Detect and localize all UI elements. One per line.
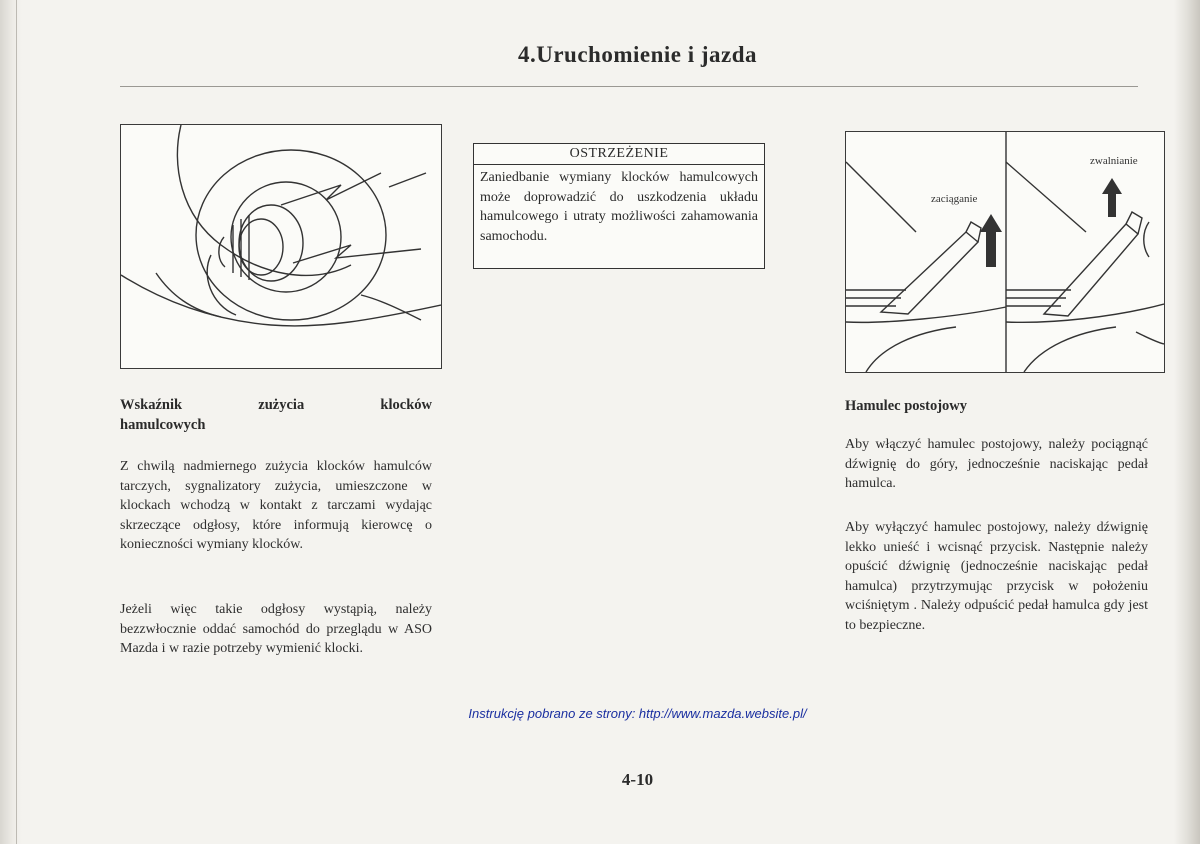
right-paragraph-2: Aby wyłączyć hamulec postojowy, należy dźwignię lekko unieść i wcisnąć przycisk. Następnie należy opuścić dźwignię (jednocześnie naciskając pedał hamulca) przytrzymując przycisk w położeniu wciśniętym . Należy odpuścić pedał hamulca gdy jest to bezpieczne. [845, 520, 1148, 633]
brake-wear-figure [120, 124, 442, 369]
left-paragraph-1: Z chwilą nadmiernego zużycia klocków hamulców tarczych, sygnalizatory zużycia, umieszczone w klockach wchodzą w kontakt z tarczami wydając skrzeczące odgłosy, które informują kierowcę o konieczności wymiany klocków. [120, 459, 432, 553]
page-title: 4.Uruchomienie i jazda [517, 42, 758, 67]
page-number: 4-10 [621, 770, 654, 789]
title-divider [120, 86, 1138, 87]
source-link[interactable]: Instrukcję pobrano ze strony: http://www.mazda.website.pl/ [468, 706, 807, 721]
right-caption: Hamulec postojowy [845, 398, 968, 414]
brake-disc-illustration [121, 125, 441, 368]
label-release: zwalnianie [1090, 155, 1138, 167]
warning-heading: OSTRZEŻENIE [474, 144, 764, 165]
left-caption-line1: Wskaźnik zużycia klocków [120, 397, 432, 413]
parking-brake-figure [845, 131, 1165, 373]
warning-text: Zaniedbanie wymiany klocków hamulcowych może doprowadzić do uszkodzenia układu hamulcowego i utraty możliwości zahamowania samochodu. [480, 170, 758, 244]
left-caption [120, 395, 432, 435]
parking-brake-illustration [846, 132, 1164, 372]
left-caption-line2: hamulcowych [120, 417, 206, 433]
left-paragraph-2: Jeżeli więc takie odgłosy wystąpią, należy bezzwłocznie oddać samochód do przeglądu w ASO Mazda i w razie potrzeby wymienić klocki. [120, 602, 432, 657]
label-engage: zaciąganie [931, 193, 978, 205]
warning-box [473, 143, 765, 269]
right-paragraph-1: Aby włączyć hamulec postojowy, należy pociągnąć dźwignię do góry, jednocześnie naciskając pedał hamulca. [845, 437, 1148, 492]
